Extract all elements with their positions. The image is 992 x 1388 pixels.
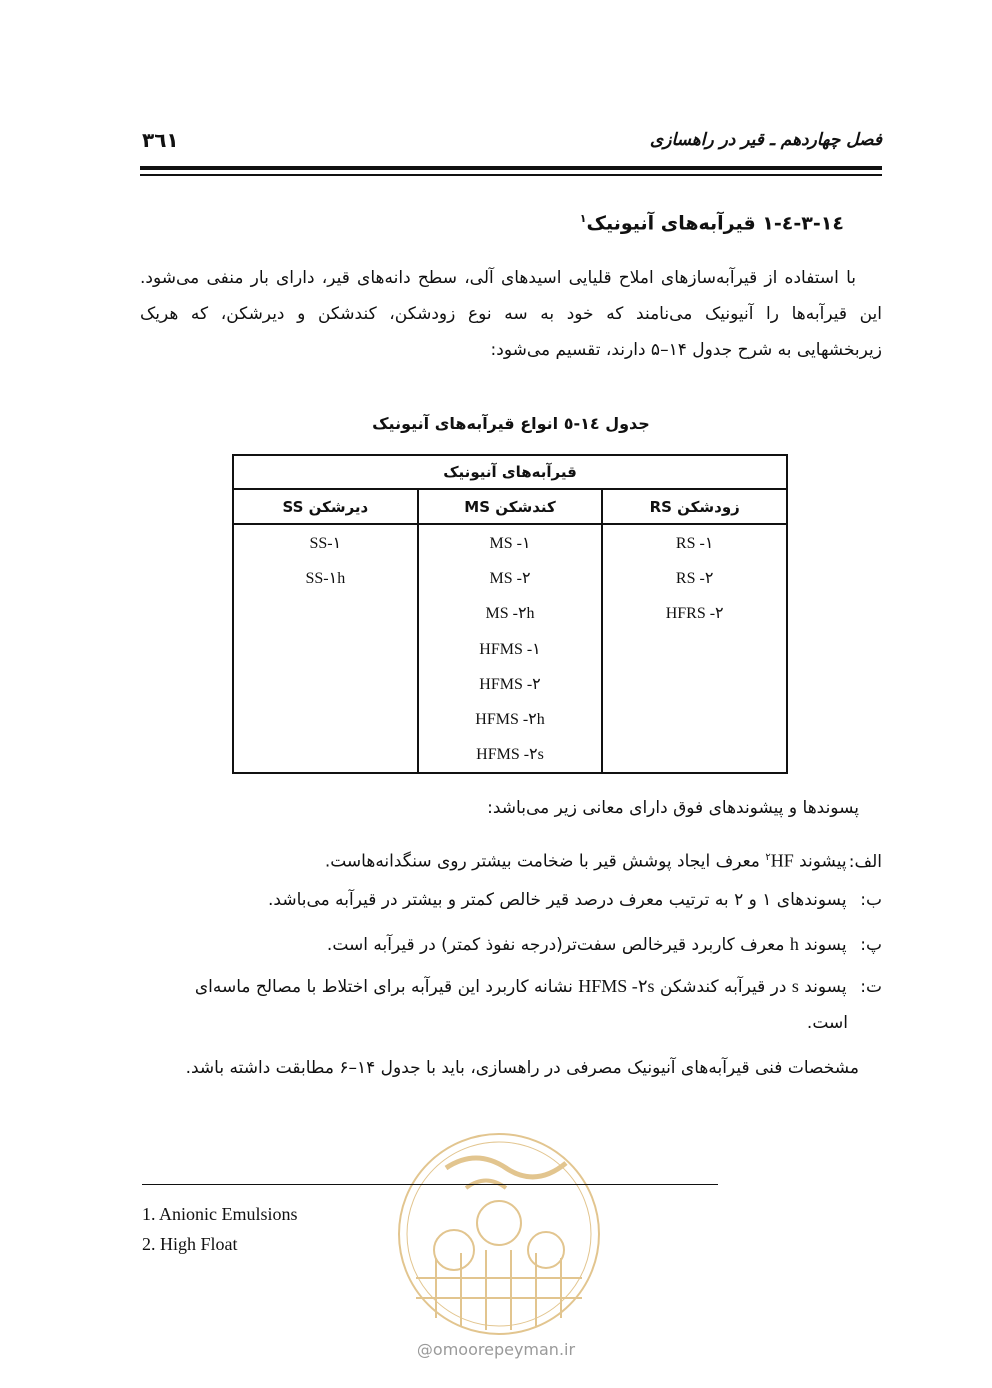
closing-sentence: مشخصات فنی قیرآبه‌های آنیونیک مصرفی در راهسازی، باید با جدول ١۴–۶ مطابقت داشته باشد. bbox=[185, 1058, 859, 1078]
table-cell bbox=[233, 737, 418, 773]
table-cell bbox=[233, 666, 418, 701]
list-item-text: نشانه کاربرد این قیرآبه برای اختلاط با مصالح ماسه‌ای bbox=[194, 977, 573, 997]
list-item-code: HFMS -٢s bbox=[578, 976, 655, 996]
column-header-ms: کندشکن MS bbox=[418, 489, 603, 524]
paragraph-line: این قیرآبه‌ها را آنیونیک می‌نامند که خود به سه نوع زودشکن، کندشکن و دیرشکن، که هریک bbox=[140, 304, 882, 324]
table-cell bbox=[233, 701, 418, 736]
table-cell: SS-١ bbox=[233, 524, 418, 560]
section-title bbox=[580, 212, 844, 234]
table-cell bbox=[602, 631, 787, 666]
page-number: ۳٦١ bbox=[142, 128, 179, 152]
list-item-code: HF bbox=[770, 850, 794, 871]
list-item-continuation: است. bbox=[806, 1013, 848, 1033]
table-cell: HFMS -١ bbox=[418, 631, 603, 666]
table-cell bbox=[233, 631, 418, 666]
table-cell: HFMS -٢ bbox=[418, 666, 603, 701]
table-cell: MS -٢h bbox=[418, 596, 603, 631]
footnote-1: 1. Anionic Emulsions bbox=[142, 1204, 298, 1224]
list-item-label: الف: bbox=[848, 851, 882, 872]
table-cell: HFMS -٢h bbox=[418, 701, 603, 736]
table-row bbox=[233, 666, 787, 701]
list-item-label: ب: bbox=[860, 890, 882, 910]
running-head: فصل چهاردهم ـ قیر در راهسازی bbox=[649, 130, 882, 150]
intro-paragraph bbox=[140, 260, 882, 368]
table-row bbox=[233, 596, 787, 631]
table-row bbox=[233, 701, 787, 736]
list-item bbox=[325, 840, 882, 880]
list-item-mid: در قیرآبه کندشکن bbox=[659, 977, 787, 997]
suffix-intro: پسوندها و پیشوندهای فوق دارای معانی زیر می‌باشد: bbox=[487, 798, 859, 818]
table-caption: جدول ١٤-٥ انواع قیرآبه‌های آنیونیک bbox=[372, 414, 650, 433]
list-item-text: معرف کاربرد قیرخالص سفت‌تر(درجه نفوذ کمتر) در قیرآبه است. bbox=[326, 935, 785, 955]
list-item-text: معرف ایجاد پوشش قیر با ضخامت بیشتر روی سنگدانه‌هاست. bbox=[324, 851, 760, 872]
header-rule-thin bbox=[140, 174, 882, 176]
list-item-pre: پسوند bbox=[804, 977, 847, 997]
table-cell bbox=[233, 596, 418, 631]
table-row bbox=[233, 737, 787, 773]
list-item bbox=[327, 926, 882, 963]
list-item-pre: پیشوند bbox=[799, 851, 847, 872]
table-cell: MS -٢ bbox=[418, 560, 603, 595]
table-cell bbox=[602, 701, 787, 736]
list-item-label: ت: bbox=[860, 977, 882, 997]
paragraph-line: زیربخشهایی به شرح جدول ١۴–۵ دارند، تقسیم می‌شود: bbox=[490, 340, 882, 360]
list-item bbox=[140, 968, 882, 1041]
table-group-header: قیرآبه‌های آنیونیک bbox=[233, 455, 787, 489]
footnote-ref-1: ١ bbox=[579, 212, 587, 225]
list-item bbox=[268, 882, 882, 918]
table-cell: RS -٢ bbox=[602, 560, 787, 595]
anionic-emulsions-table bbox=[232, 454, 788, 774]
table-cell bbox=[602, 666, 787, 701]
table-row bbox=[233, 524, 787, 560]
paragraph-line: با استفاده از قیرآبه‌سازهای املاح قلیایی اسیدهای آلی، سطح دانه‌های قیر، دارای بار منفی می‌شود. bbox=[140, 268, 856, 288]
header-rule-thick bbox=[140, 166, 882, 170]
table-cell: MS -١ bbox=[418, 524, 603, 560]
table-row bbox=[233, 631, 787, 666]
footnote-ref-2: ٢ bbox=[765, 852, 771, 863]
list-item-pre: پسوند bbox=[804, 935, 847, 955]
section-title-text: ١٤-٣-٤-١ قیرآبه‌های آنیونیک bbox=[586, 212, 844, 235]
list-item-code: s bbox=[791, 976, 799, 996]
table-cell: HFMS -٢s bbox=[418, 737, 603, 773]
watermark-url: @omoorepeyman.ir bbox=[416, 1340, 576, 1359]
watermark-logo bbox=[386, 1128, 612, 1340]
table-cell: RS -١ bbox=[602, 524, 787, 560]
table-cell bbox=[602, 737, 787, 773]
list-item-label: پ: bbox=[860, 935, 882, 955]
footnote-rule bbox=[142, 1184, 718, 1185]
column-header-rs: زودشکن RS bbox=[602, 489, 787, 524]
list-item-text: پسوندهای ١ و ٢ به ترتیب معرف درصد قیر خالص کمتر و بیشتر در قیرآبه می‌باشد. bbox=[268, 890, 847, 910]
footnote-2: 2. High Float bbox=[142, 1234, 238, 1254]
list-item-code: h bbox=[789, 934, 799, 954]
table-cell: SS-١h bbox=[233, 560, 418, 595]
table-row bbox=[233, 560, 787, 595]
table-cell: HFRS -٢ bbox=[602, 596, 787, 631]
column-header-ss: دیرشکن SS bbox=[233, 489, 418, 524]
